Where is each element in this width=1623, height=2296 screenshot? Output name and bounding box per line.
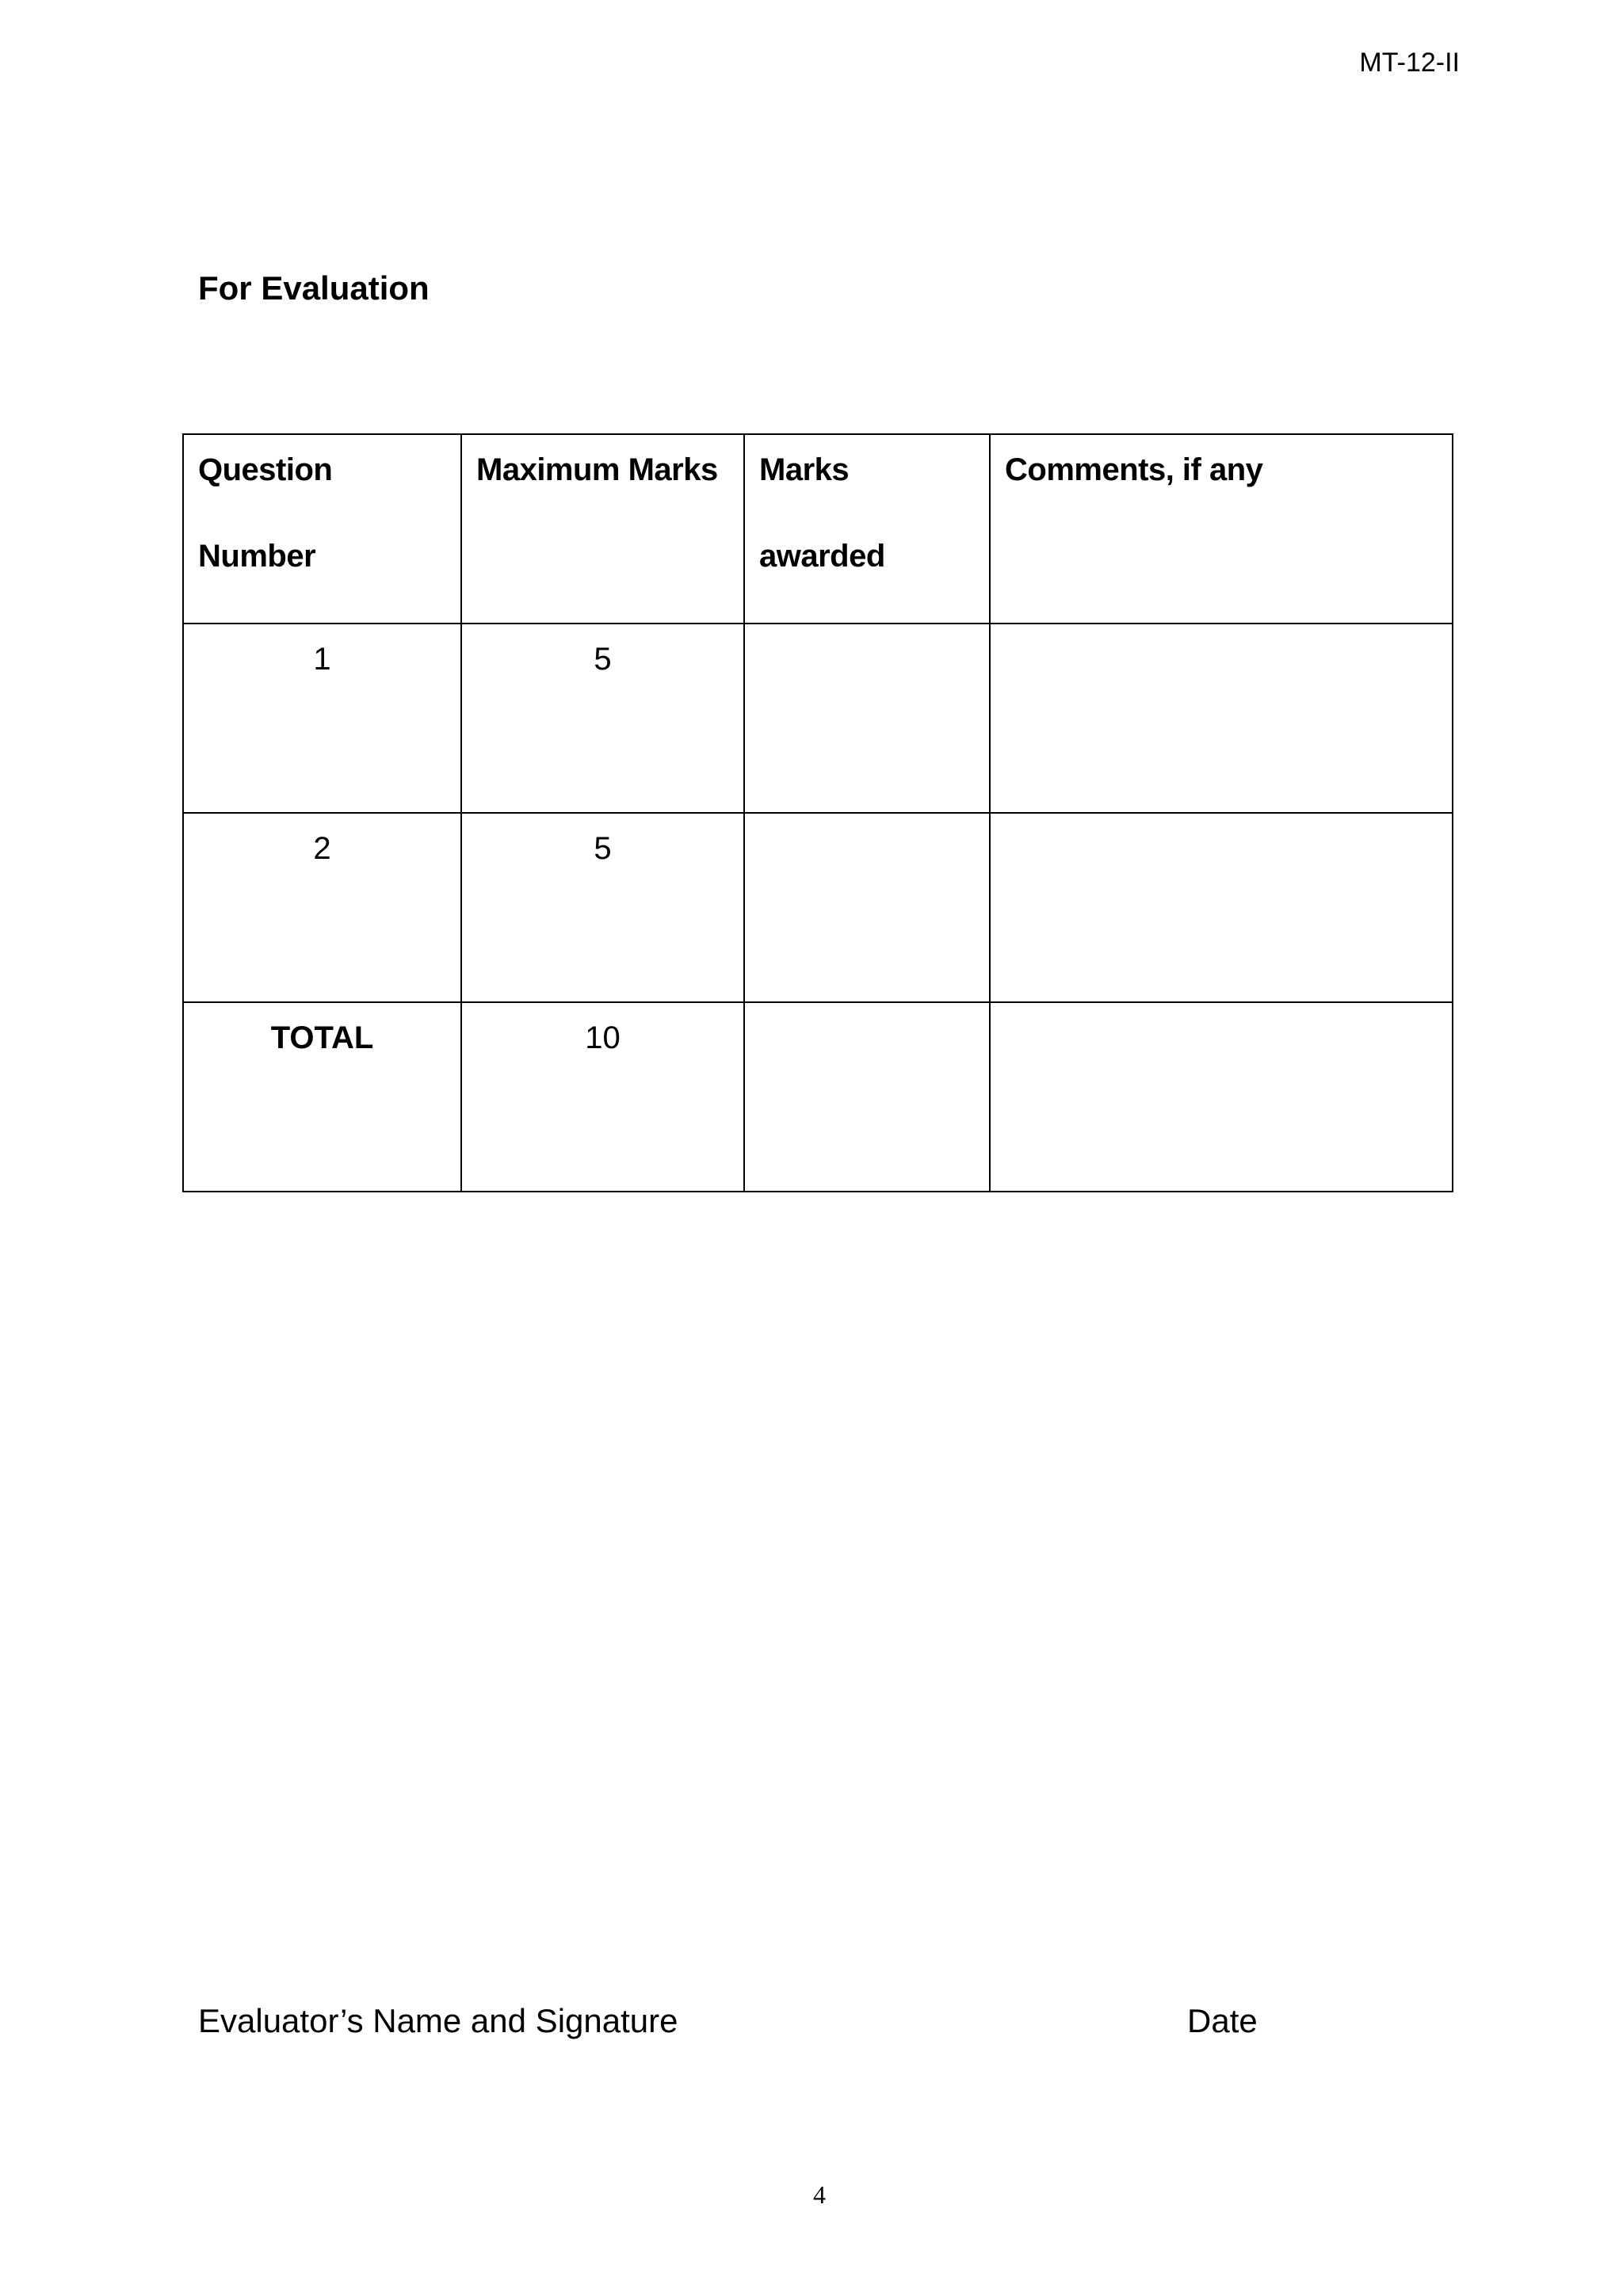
table-header-row (183, 434, 1453, 624)
cell-marks-awarded[interactable] (744, 624, 990, 813)
page-number: 4 (813, 2180, 826, 2209)
cell-marks-awarded[interactable] (744, 813, 990, 1002)
header-question-line2: Number (198, 539, 316, 574)
header-marks-awarded (744, 434, 990, 624)
page-code: MT-12-II (1359, 48, 1460, 78)
table-row-total (183, 1002, 1453, 1192)
evaluation-table (182, 433, 1453, 1192)
cell-max-marks: 5 (461, 813, 744, 1002)
table-row (183, 813, 1453, 1002)
cell-question: 2 (183, 813, 461, 1002)
cell-comments[interactable] (990, 624, 1453, 813)
cell-question: 1 (183, 624, 461, 813)
section-title: For Evaluation (198, 269, 430, 307)
date-label: Date (1187, 2002, 1258, 2039)
header-marks-awarded-line1: Marks (759, 452, 850, 487)
cell-total-comments[interactable] (990, 1002, 1453, 1192)
header-comments-line1: Comments, if any (1005, 452, 1263, 487)
header-marks-awarded-line2: awarded (759, 539, 885, 574)
cell-total-marks-awarded[interactable] (744, 1002, 990, 1192)
cell-max-marks: 5 (461, 624, 744, 813)
cell-total-max-marks: 10 (461, 1002, 744, 1192)
evaluator-name-signature-label: Evaluator’s Name and Signature (198, 2002, 678, 2039)
cell-total-label: TOTAL (183, 1002, 461, 1192)
table-row (183, 624, 1453, 813)
header-question-number (183, 434, 461, 624)
header-comments (990, 434, 1453, 624)
header-maximum-marks-line1: Maximum Marks (476, 452, 718, 487)
cell-comments[interactable] (990, 813, 1453, 1002)
header-maximum-marks (461, 434, 744, 624)
header-question-line1: Question (198, 452, 333, 487)
